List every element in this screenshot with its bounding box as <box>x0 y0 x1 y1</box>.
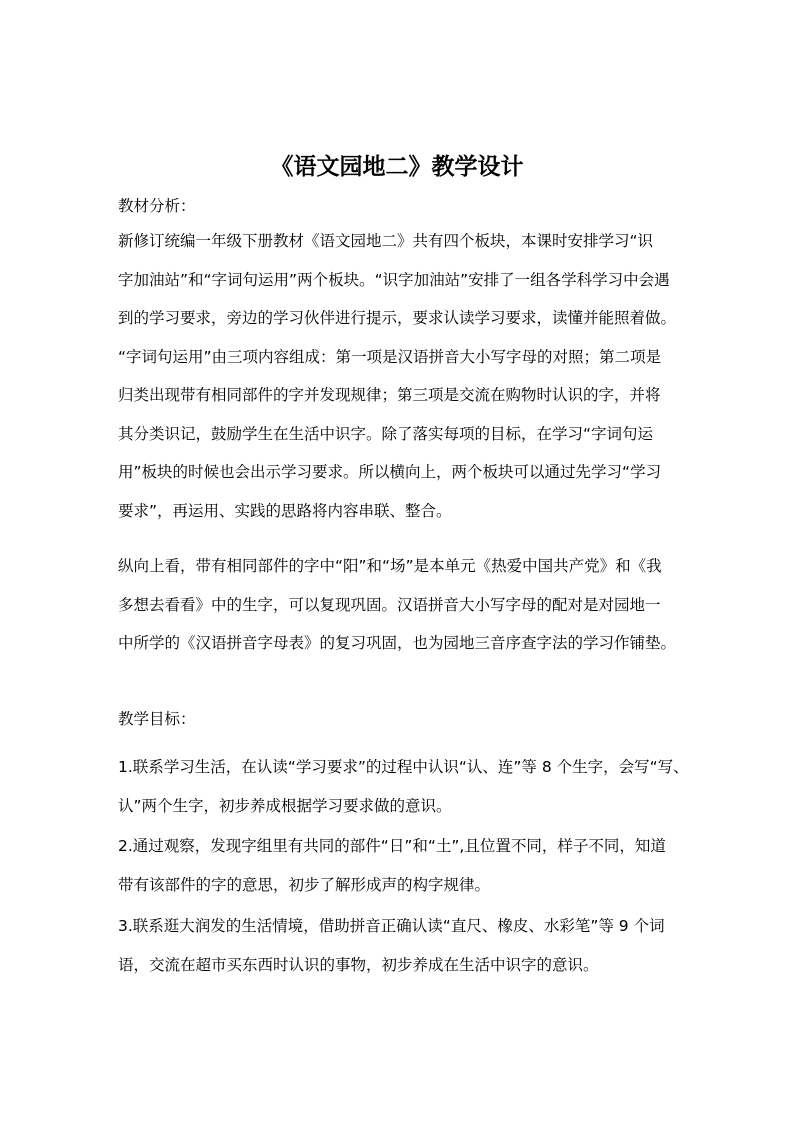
objective-item-2 <box>118 827 678 904</box>
analysis-heading: 教材分析： <box>118 197 196 215</box>
text-line: 多想去看看》中的生字，可以复现巩固。汉语拼音大小写字母的配对是对园地一 <box>118 595 661 614</box>
text-line: 认”两个生字，初步养成根据学习要求做的意识。 <box>118 796 452 815</box>
text-line: 归类出现带有相同部件的字并发现规律；第三项是交流在购物时认识的字，并将 <box>118 386 661 404</box>
analysis-paragraph-1 <box>118 222 678 530</box>
text-line: 2.通过观察，发现字组里有共同的部件“日”和“土”,且位置不同，样子不同，知道 <box>118 837 666 855</box>
document-title: 《语文园地二》教学设计 <box>270 154 524 180</box>
text-line: 到的学习要求，旁边的学习伙伴进行提示，要求认读学习要求，读懂并能照着做。 <box>118 309 677 327</box>
text-line: 带有该部件的字的意思，初步了解形成声的构字规律。 <box>118 875 491 894</box>
text-line: 其分类识记，鼓励学生在生活中识字。除了落实每项的目标，在学习“字词句运 <box>118 424 654 443</box>
text-line: 新修订统编一年级下册教材《语文园地二》共有四个板块，本课时安排学习“识 <box>118 232 654 250</box>
text-line: 纵向上看，带有相同部件的字中“阳”和“场”是本单元《热爱中国共产党》和《我 <box>118 557 662 575</box>
objective-item-3 <box>118 907 678 984</box>
text-line: 字加油站”和“字词句运用”两个板块。“识字加油站”安排了一组各学科学习中会遇 <box>118 270 670 289</box>
analysis-paragraph-2 <box>118 547 678 663</box>
text-line: 1.联系学习生活，在认读“学习要求”的过程中认识“认、连”等 8 个生字，会写“写、 <box>118 758 689 776</box>
text-line: 3.联系逛大润发的生活情境，借助拼音正确认读“直尺、橡皮、水彩笔”等 9 个词 <box>118 917 665 935</box>
text-line: 语，交流在超市买东西时认识的事物，初步养成在生活中识字的意识。 <box>118 955 599 974</box>
text-line: 用”板块的时候也会出示学习要求。所以横向上，两个板块可以通过先学习“学习 <box>118 463 662 481</box>
objective-item-1 <box>118 748 689 825</box>
text-line: “字词句运用”由三项内容组成：第一项是汉语拼音大小写字母的对照；第二项是 <box>118 347 662 366</box>
objectives-heading: 教学目标： <box>118 710 196 728</box>
text-line: 中所学的《汉语拼音字母表》的复习巩固，也为园地三音序查字法的学习作铺垫。 <box>118 634 677 652</box>
text-line: 要求”，再运用、实践的思路将内容串联、整合。 <box>118 501 452 520</box>
